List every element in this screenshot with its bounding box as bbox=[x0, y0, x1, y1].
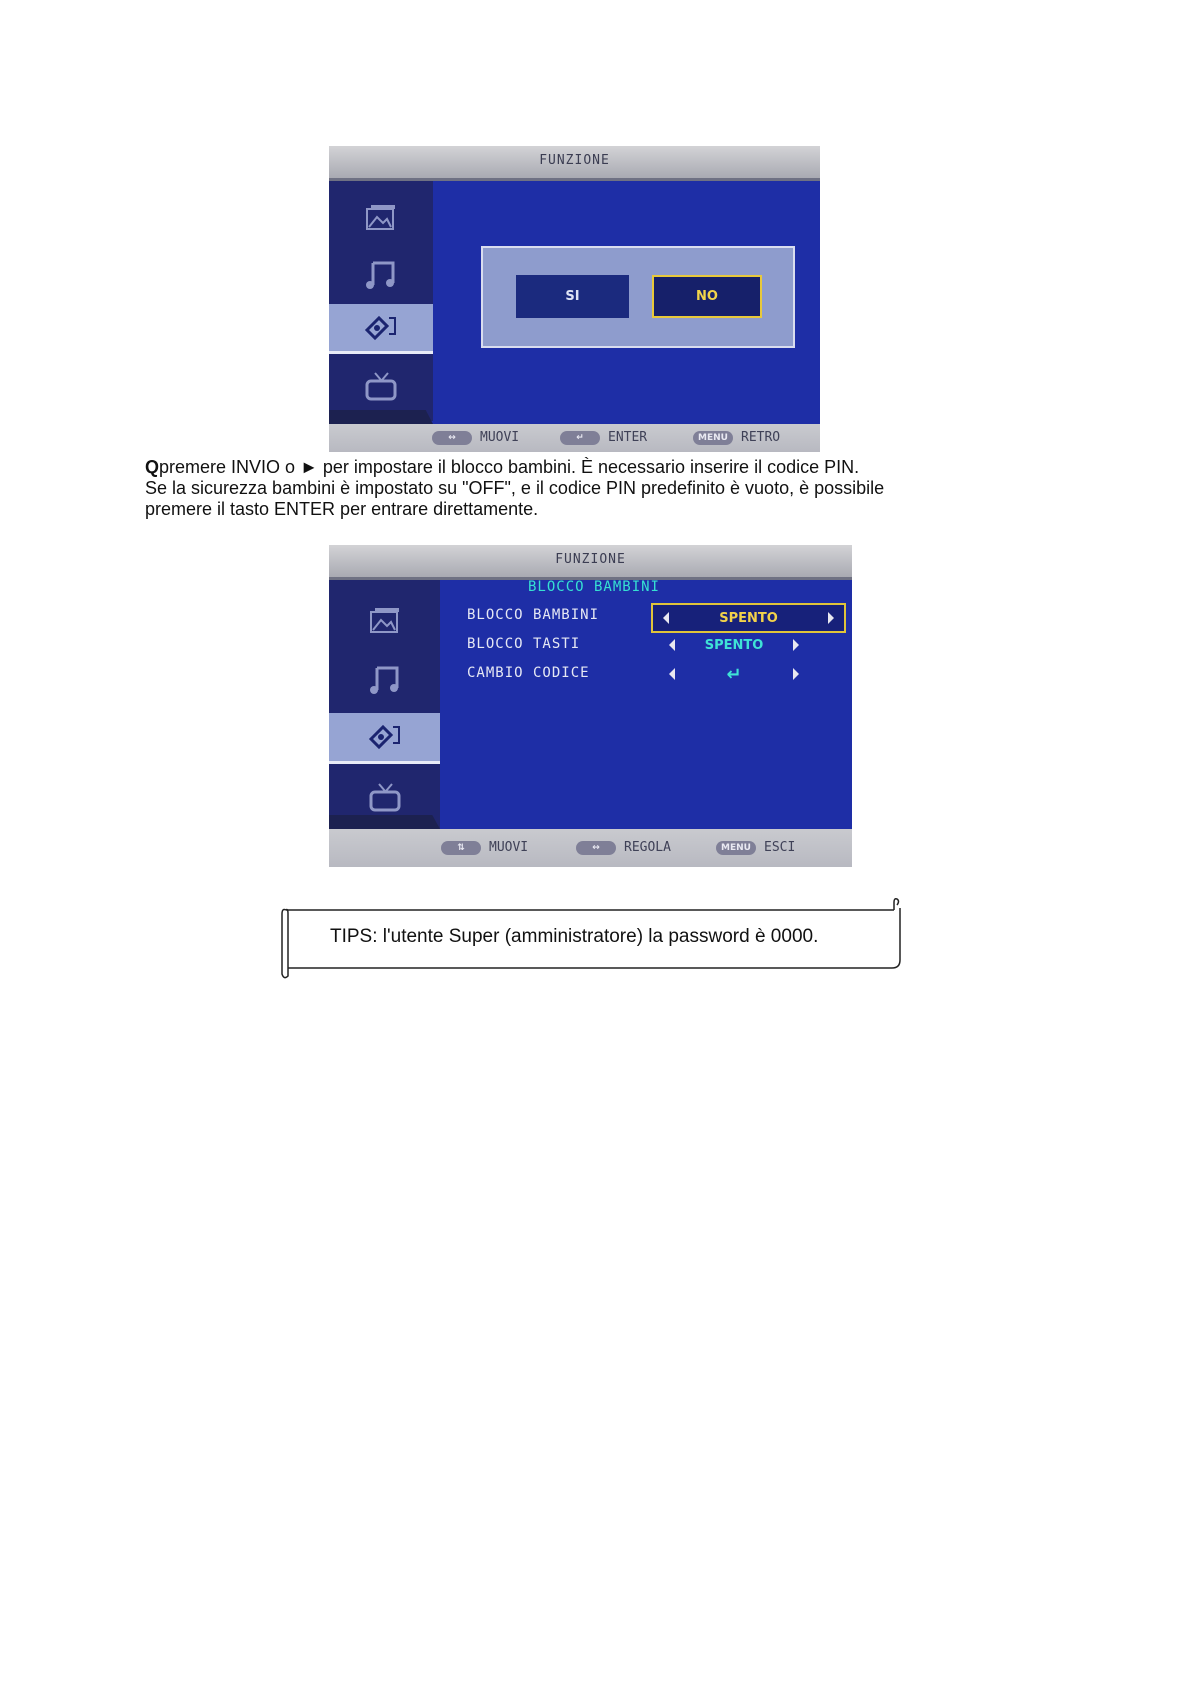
arrow-right-icon[interactable] bbox=[828, 612, 834, 624]
osd-sidebar bbox=[329, 181, 433, 421]
row-label-blocco-tasti: BLOCCO TASTI bbox=[467, 636, 581, 652]
enter-icon: ↵ bbox=[726, 663, 742, 685]
arrow-left-icon[interactable] bbox=[669, 639, 675, 651]
function-icon bbox=[365, 717, 405, 757]
function-icon bbox=[361, 308, 401, 348]
music-icon bbox=[361, 255, 401, 295]
osd-screen-child-lock bbox=[329, 545, 852, 867]
lead-letter: Q bbox=[145, 457, 160, 477]
move-key-icon: ⇅ bbox=[441, 841, 481, 855]
sidebar-item-function[interactable] bbox=[329, 304, 433, 354]
hint-exit: MENU ESCI bbox=[716, 840, 795, 855]
sidebar-item-music[interactable] bbox=[329, 652, 440, 708]
key-lock-value[interactable]: SPENTO bbox=[659, 632, 809, 658]
sidebar-item-function[interactable] bbox=[329, 713, 440, 764]
row-label-cambio-codice: CAMBIO CODICE bbox=[467, 665, 590, 681]
no-button[interactable]: NO bbox=[652, 275, 762, 318]
osd-title: FUNZIONE bbox=[329, 146, 820, 181]
row-label-blocco-bambini: BLOCCO BAMBINI bbox=[467, 607, 600, 623]
hint-move: ⇅ MUOVI bbox=[441, 840, 528, 855]
sidebar-item-picture[interactable] bbox=[329, 594, 440, 650]
arrow-right-icon[interactable] bbox=[793, 639, 799, 651]
sidebar-item-picture[interactable] bbox=[329, 191, 433, 247]
instructions bbox=[145, 457, 1045, 520]
arrow-left-icon[interactable] bbox=[663, 612, 669, 624]
yes-button[interactable]: SI bbox=[516, 275, 629, 318]
change-code-value[interactable] bbox=[659, 661, 809, 687]
picture-icon bbox=[361, 199, 401, 239]
hint-enter: ↵ ENTER bbox=[560, 430, 647, 445]
arrow-left-icon[interactable] bbox=[669, 668, 675, 680]
instruction-line-2: Se la sicurezza bambini è impostato su "OFF", e il codice PIN predefinito è vuoto, è possibile bbox=[145, 478, 885, 498]
move-key-icon: ↔ bbox=[432, 431, 472, 445]
adjust-key-icon: ↔ bbox=[576, 841, 616, 855]
submenu-title: BLOCCO BAMBINI bbox=[527, 579, 660, 595]
sidebar-item-tv[interactable] bbox=[329, 359, 433, 415]
child-lock-value[interactable]: SPENTO bbox=[651, 603, 846, 633]
tv-icon bbox=[365, 778, 405, 818]
music-icon bbox=[365, 660, 405, 700]
arrow-right-icon[interactable] bbox=[793, 668, 799, 680]
confirm-dialog bbox=[481, 246, 795, 348]
menu-key-icon: MENU bbox=[693, 431, 733, 445]
osd-title: FUNZIONE bbox=[329, 545, 852, 580]
osd-hint-bar bbox=[329, 829, 852, 867]
tv-icon bbox=[361, 367, 401, 407]
instruction-line-3: premere il tasto ENTER per entrare direttamente. bbox=[145, 499, 539, 519]
hint-back: MENU RETRO bbox=[693, 430, 780, 445]
menu-key-icon: MENU bbox=[716, 841, 756, 855]
hint-adjust: ↔ REGOLA bbox=[576, 840, 671, 855]
picture-icon bbox=[365, 602, 405, 642]
tips-text: TIPS: l'utente Super (amministratore) la password è 0000. bbox=[330, 926, 819, 947]
osd-sidebar bbox=[329, 580, 440, 830]
sidebar-item-music[interactable] bbox=[329, 247, 433, 303]
osd-screen-confirm bbox=[329, 146, 820, 452]
osd-hint-bar bbox=[329, 424, 820, 452]
instruction-line-1: premere INVIO o ► per impostare il blocco bambini. È necessario inserire il codice PIN. bbox=[159, 457, 860, 477]
enter-key-icon: ↵ bbox=[560, 431, 600, 445]
hint-move: ↔ MUOVI bbox=[432, 430, 519, 445]
